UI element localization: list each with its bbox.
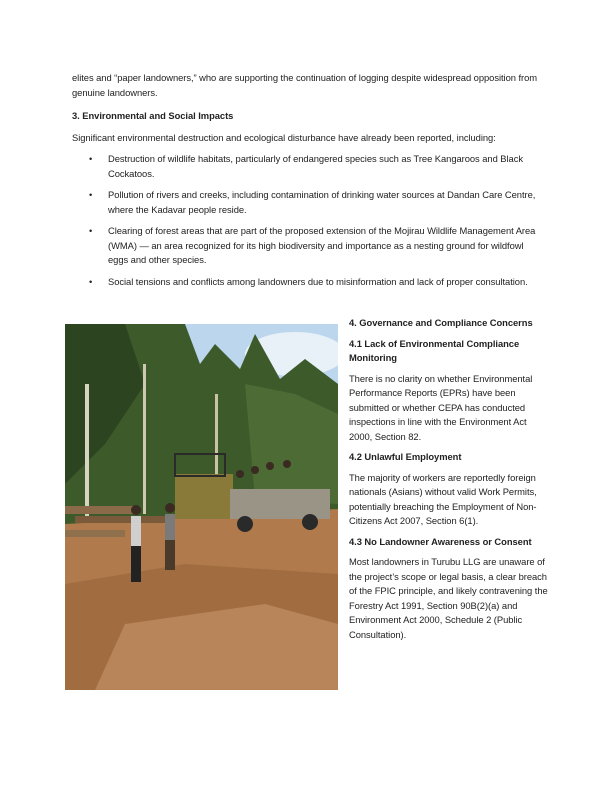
section-4-heading: 4. Governance and Compliance Concerns	[349, 317, 533, 328]
photo-person	[283, 460, 291, 468]
bullet-icon: •	[89, 225, 93, 236]
photo-person-standing-legs	[165, 540, 175, 570]
section-4-3-text: Most landowners in Turubu LLG are unaware of the project’s scope or legal basis, a clear breach of the FPIC principle, and likely contravening the Forestry Act 1991, Section 90B(2)(a) and Environment Act 2000, Schedule 2 (Public Consultation).	[349, 556, 548, 640]
section-3-lead: Significant environmental destruction and ecological disturbance have already been reported, including:	[72, 132, 496, 143]
impact-bullet-list	[72, 152, 542, 296]
section-4-2-text: The majority of workers are reportedly foreign nationals (Asians) without valid Work Permits, potentially breaching the Employment of Non-Citizens Act 2007, Section 6(1).	[349, 471, 537, 526]
photo-person-standing	[131, 516, 141, 546]
section-4-1-text: There is no clarity on whether Environmental Performance Reports (EPRs) have been submitted or whether CEPA has conducted inspections in line with the Environment Act 2000, Section 82.	[349, 372, 533, 442]
list-item-text: Social tensions and conflicts among landowners due to misinformation and lack of proper consultation.	[108, 275, 528, 287]
list-item	[72, 275, 542, 290]
bullet-icon: •	[89, 189, 93, 200]
intro-paragraph: elites and “paper landowners,” who are supporting the continuation of logging despite widespread opposition from genuine landowners.	[72, 72, 538, 98]
list-item-text: Destruction of wildlife habitats, particularly of endangered species such as Tree Kangaroos and Black Cockatoos.	[108, 153, 523, 179]
section-4-1-heading: 4.1 Lack of Environmental Compliance Monitoring	[349, 337, 520, 363]
photo-wheel	[302, 514, 318, 530]
photo-person-head	[131, 505, 141, 515]
bullet-icon: •	[89, 275, 93, 287]
section-3-heading: 3. Environmental and Social Impacts	[72, 110, 234, 121]
section-4-3-heading: 4.3 No Landowner Awareness or Consent	[349, 535, 532, 547]
photo-log	[65, 506, 135, 514]
photo-tree-trunk	[143, 364, 146, 514]
photo-person-standing-legs	[131, 546, 141, 582]
photo-log	[65, 530, 125, 537]
photo-person	[236, 470, 244, 478]
bullet-icon: •	[89, 153, 93, 164]
list-item-text: Clearing of forest areas that are part of the proposed extension of the Mojirau Wildlife Management Area (WMA) — an area recognized for its high biodiversity and importance as a nesting ground for wildfowl eggs and other species.	[108, 225, 536, 265]
photo-person	[251, 466, 259, 474]
list-item-text: Pollution of rivers and creeks, including contamination of drinking water sources at Dandan Care Centre, where the Kadavar people reside.	[108, 189, 536, 215]
photo-log	[75, 516, 165, 523]
photo-truck	[230, 489, 330, 519]
section-4-2-heading: 4.2 Unlawful Employment	[349, 451, 462, 462]
photo-person	[266, 462, 274, 470]
list-item	[72, 188, 542, 217]
photo-person-head	[165, 503, 175, 513]
photo-bulldozer	[175, 474, 233, 519]
logging-site-photo	[65, 324, 338, 690]
photo-wheel	[237, 516, 253, 532]
list-item	[72, 224, 542, 268]
photo-tree-trunk	[85, 384, 89, 524]
list-item	[72, 152, 542, 181]
governance-column	[349, 316, 549, 648]
photo-person-standing	[165, 514, 175, 540]
